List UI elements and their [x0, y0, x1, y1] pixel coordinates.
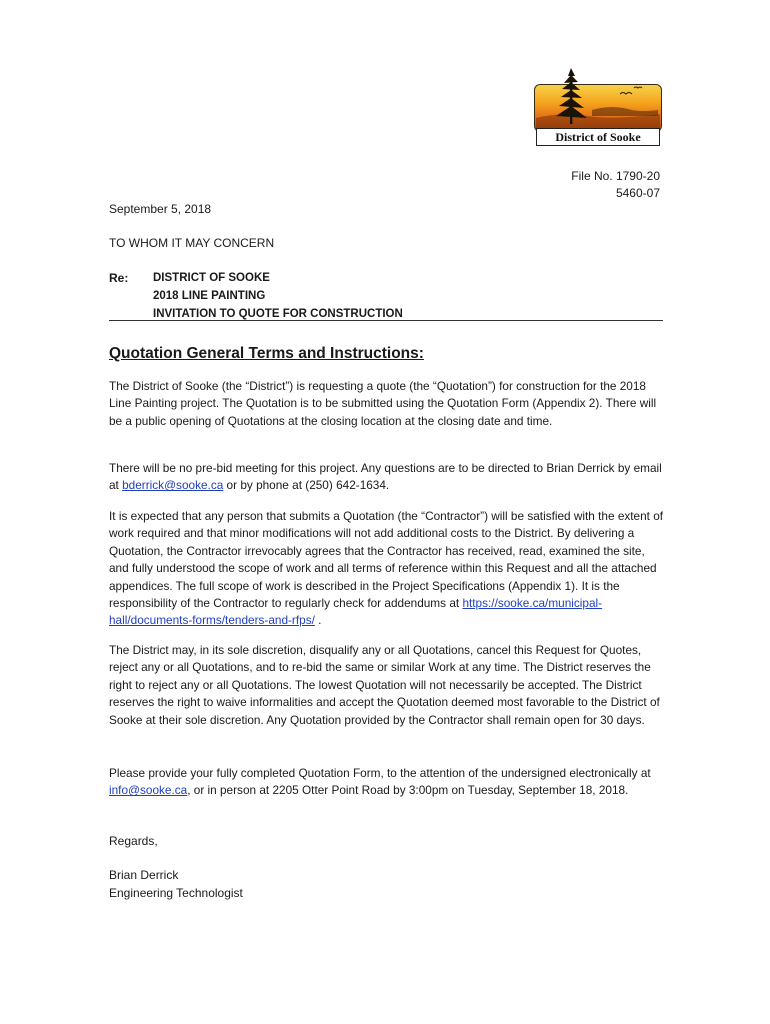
paragraph-text: or by phone at (250) 642-1634.: [223, 478, 390, 493]
letter-date: September 5, 2018: [109, 202, 212, 216]
paragraph-discretion: The District may, in its sole discretion, disqualify any or all Quotations, cancel this Request for Quotes, reject any or all Quotations, and to re-bid the same or similar Work at any time. The District reserves the right to reject any or all Quotations. The lowest Quotation will not necessarily be accepted. The District reserves the right to waive informalities and accept the Quotation deemed most favorable to the District of Sooke at their sole discretion. Any Quotation provided by the Contractor shall remain open for 30 days.: [109, 643, 660, 727]
paragraph-expectations: [109, 508, 665, 630]
paragraph-text: There will be no pre-bid meeting for this project. Any questions are to be directed to Brian Derrick by email at: [109, 461, 662, 493]
paragraph-contact: [109, 460, 665, 495]
paragraph-text: It is expected that any person that submits a Quotation (the “Contractor”) will be satisfied with the extent of work required and that minor modifications will not add additional costs to the District. By delivering a Quotation, the Contractor irrevocably agrees that the Contractor has received, read, examined the site, and fully understood the scope of work and all terms of reference within this Request and all the attached appendices. The full scope of work is described in the Project Specifications (Appendix 1). It is the responsibility of the Contractor to regularly check for addendums at: [109, 509, 664, 611]
paragraph-text: .: [314, 613, 322, 628]
file-number-line1: File No. 1790-20: [571, 169, 660, 183]
logo-name: District of Sooke: [536, 128, 660, 146]
re-label: Re:: [109, 271, 129, 285]
re-line: INVITATION TO QUOTE FOR CONSTRUCTION: [153, 308, 403, 320]
salutation: TO WHOM IT MAY CONCERN: [109, 236, 275, 250]
paragraph-text: Please provide your fully completed Quotation Form, to the attention of the undersigned electronically at: [109, 766, 651, 780]
closing: Regards,: [109, 834, 158, 848]
signer-name: Brian Derrick: [109, 868, 179, 882]
re-subject: [153, 269, 403, 323]
signer-title: Engineering Technologist: [109, 885, 243, 900]
paragraph-intro: The District of Sooke (the “District”) is requesting a quote (the “Quotation”) for construction for the 2018 Line Painting project. The Quotation is to be submitted using the Quotation Form (Appendix 2). There will be a public opening of Quotations at the closing location at the closing date and time.: [109, 379, 657, 428]
info-email-link[interactable]: info@sooke.ca: [109, 783, 188, 798]
district-logo: [532, 66, 662, 146]
email-link[interactable]: bderrick@sooke.ca: [122, 478, 224, 493]
paragraph-text: , or in person at 2205 Otter Point Road by 3:00pm on Tuesday, September 18, 2018.: [187, 783, 629, 798]
re-line: 2018 LINE PAINTING: [153, 290, 266, 302]
tree-icon: [532, 66, 662, 136]
divider: [109, 320, 663, 321]
tenders-link[interactable]: https://sooke.ca/municipal-hall/documents-forms/tenders-and-rfps/: [109, 596, 603, 628]
signature-block: [109, 867, 243, 902]
file-number: [571, 168, 660, 202]
re-line: DISTRICT OF SOOKE: [153, 272, 270, 284]
paragraph-submission: [109, 765, 665, 800]
section-heading: Quotation General Terms and Instructions:: [109, 345, 424, 362]
file-number-line2: 5460-07: [615, 186, 660, 200]
